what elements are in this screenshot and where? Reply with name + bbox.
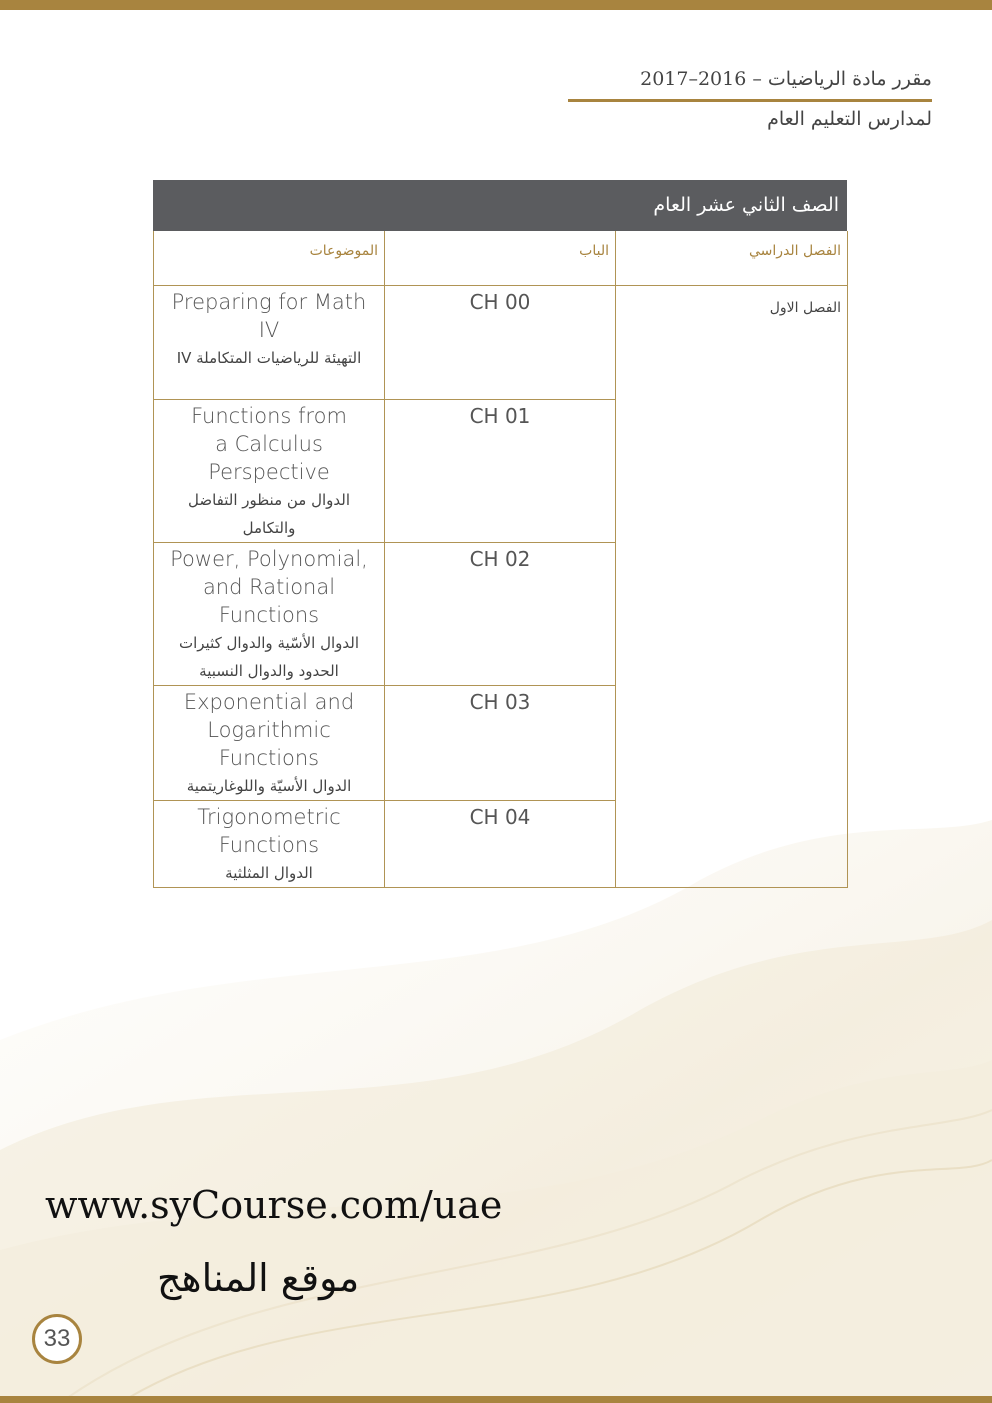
page-number-badge: 33 (32, 1314, 82, 1364)
topic-arabic: الدوال الأسّية والدوال كثيرات الحدود والدوال النسبية (178, 634, 359, 680)
chapter-cell: CH 03 (385, 686, 616, 801)
topic-cell (154, 543, 385, 686)
chapter-cell: CH 02 (385, 543, 616, 686)
background-wave-decoration (0, 820, 992, 1403)
course-title: مقرر مادة الرياضيات – 2016–2017 (640, 68, 932, 90)
table-row (154, 286, 848, 400)
chapter-cell: CH 04 (385, 801, 616, 888)
topic-cell (154, 801, 385, 888)
topic-arabic: الدوال المثلثية (225, 864, 313, 882)
column-header-semester: الفصل الدراسي (616, 231, 848, 286)
chapter-cell: CH 00 (385, 286, 616, 400)
table-header-row (154, 231, 848, 286)
topic-english: Functions from a Calculus Perspective (191, 404, 347, 484)
topic-cell (154, 686, 385, 801)
site-name-arabic: موقع المناهج (157, 1256, 360, 1300)
website-url: www.syCourse.com/uae (45, 1183, 503, 1227)
header-divider (568, 99, 932, 102)
topic-english: Power, Polynomial, and Rational Functions (170, 547, 368, 627)
column-header-topics: الموضوعات (154, 231, 385, 286)
topic-arabic: الدوال من منظور التفاضل والتكامل (187, 491, 351, 537)
curriculum-table (153, 180, 847, 888)
semester-cell: الفصل الاول (616, 286, 848, 888)
topic-cell (154, 286, 385, 400)
topic-cell (154, 400, 385, 543)
topic-arabic: الدوال الأسيّة واللوغاريتمية (186, 777, 352, 795)
bottom-accent-bar (0, 1396, 992, 1403)
topic-english: Trigonometric Functions (197, 805, 341, 857)
top-accent-bar (0, 0, 992, 10)
schools-subtitle: لمدارس التعليم العام (767, 108, 932, 130)
topic-english: Preparing for Math IV (171, 290, 367, 342)
column-header-chapter: الباب (385, 231, 616, 286)
chapter-cell: CH 01 (385, 400, 616, 543)
topic-english: Exponential and Logarithmic Functions (183, 690, 355, 770)
table-title: الصف الثاني عشر العام (153, 180, 847, 231)
topic-arabic: التهيئة للرياضيات المتكاملة IV (176, 349, 362, 367)
